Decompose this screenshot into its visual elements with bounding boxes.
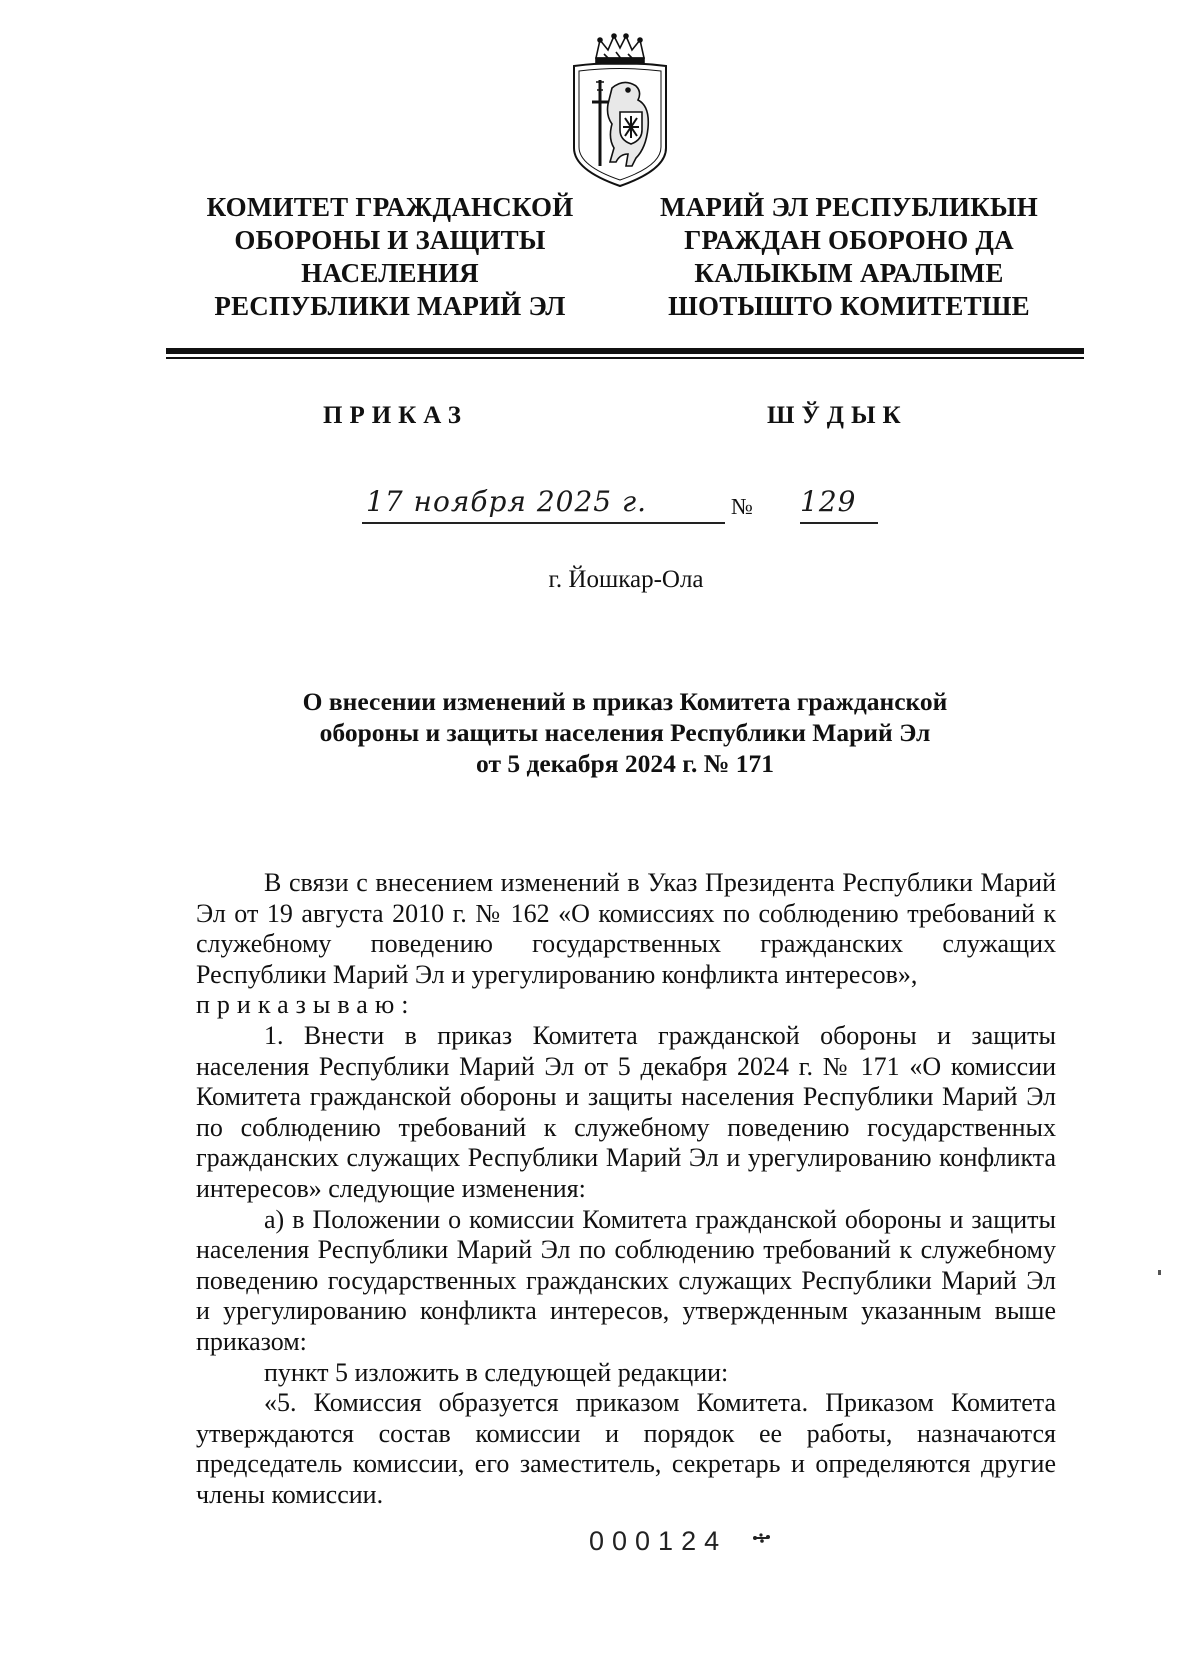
preamble-paragraph: В связи с внесением изменений в Указ Президента Республики Марий Эл от 19 августа 2010 г. № 162 «О комиссиях по соблюдению требований к служебному поведению государственных гражданских служащих Республики Марий Эл и урегулированию конфликта интересов», (196, 868, 1056, 989)
org-name-line: ГРАЖДАН ОБОРОНО ДА (684, 225, 1014, 255)
org-name-line: ШОТЫШТО КОМИТЕТШЕ (668, 291, 1030, 321)
date-underline (362, 522, 725, 524)
header-divider-thin (166, 357, 1084, 359)
title-line: О внесении изменений в приказ Комитета гражданской (302, 687, 948, 716)
scan-speck (1158, 1270, 1161, 1275)
org-name-line: КАЛЫКЫМ АРАЛЫМЕ (694, 258, 1004, 288)
document-body (196, 868, 1056, 1510)
city-line (0, 566, 1200, 594)
org-name-line: КОМИТЕТ ГРАЖДАНСКОЙ (206, 192, 574, 222)
title-line: обороны и защиты населения Республики Марий Эл (319, 718, 931, 747)
order-word (196, 990, 1056, 1021)
title-line: от 5 декабря 2024 г. № 171 (476, 749, 774, 778)
doc-type-mari: ШЎДЫК (767, 402, 908, 429)
org-name-line: МАРИЙ ЭЛ РЕСПУБЛИКЫН (660, 192, 1038, 222)
number-sign: № (731, 494, 753, 519)
org-name-mari (629, 191, 1069, 323)
item-1a-paragraph: а) в Положении о комиссии Комитета гражданской обороны и защиты населения Республики Марий Эл по соблюдению требований к служебному поведению государственных гражданских служащих Республики Марий Эл и урегулированию конфликта интересов, утвержденным указанным выше приказом: (196, 1204, 1056, 1356)
org-name-russian (170, 191, 610, 323)
order-word-text: приказываю: (196, 990, 416, 1020)
handwritten-number: 129 (800, 485, 857, 518)
point-5-paragraph: пункт 5 изложить в следующей редакции: (264, 1357, 729, 1387)
number-underline (800, 522, 878, 524)
coat-of-arms-icon (566, 30, 674, 192)
item-1-paragraph: 1. Внести в приказ Комитета гражданской обороны и защиты населения Республики Марий Эл от 5 декабря 2024 г. № 171 «О комиссии Комитета гражданской обороны и защиты населения Республики Марий Эл по соблюдению требований к служебному поведению государственных гражданских служащих Республики Марий Эл и урегулированию конфликта интересов» следующие изменения: (196, 1020, 1056, 1203)
document-title (200, 686, 1050, 779)
serial-number: 000124 (589, 1526, 728, 1556)
header-divider-thick (166, 348, 1084, 354)
org-name-line: ОБОРОНЫ И ЗАЩИТЫ (234, 225, 546, 255)
org-name-line: НАСЕЛЕНИЯ (301, 258, 479, 288)
city-name: г. Йошкар-Ола (548, 566, 704, 593)
stamp-mark-icon (751, 1531, 773, 1545)
handwritten-date: 17 ноября 2025 г. (366, 485, 648, 518)
org-name-line: РЕСПУБЛИКИ МАРИЙ ЭЛ (214, 291, 566, 321)
doc-type-russian: ПРИКАЗ (323, 402, 468, 429)
quote-5-paragraph: «5. Комиссия образуется приказом Комитета. Приказом Комитета утверждаются состав комиссии и порядок ее работы, назначаются председатель комиссии, его заместитель, секретарь и определяются другие члены комиссии. (196, 1388, 1056, 1509)
